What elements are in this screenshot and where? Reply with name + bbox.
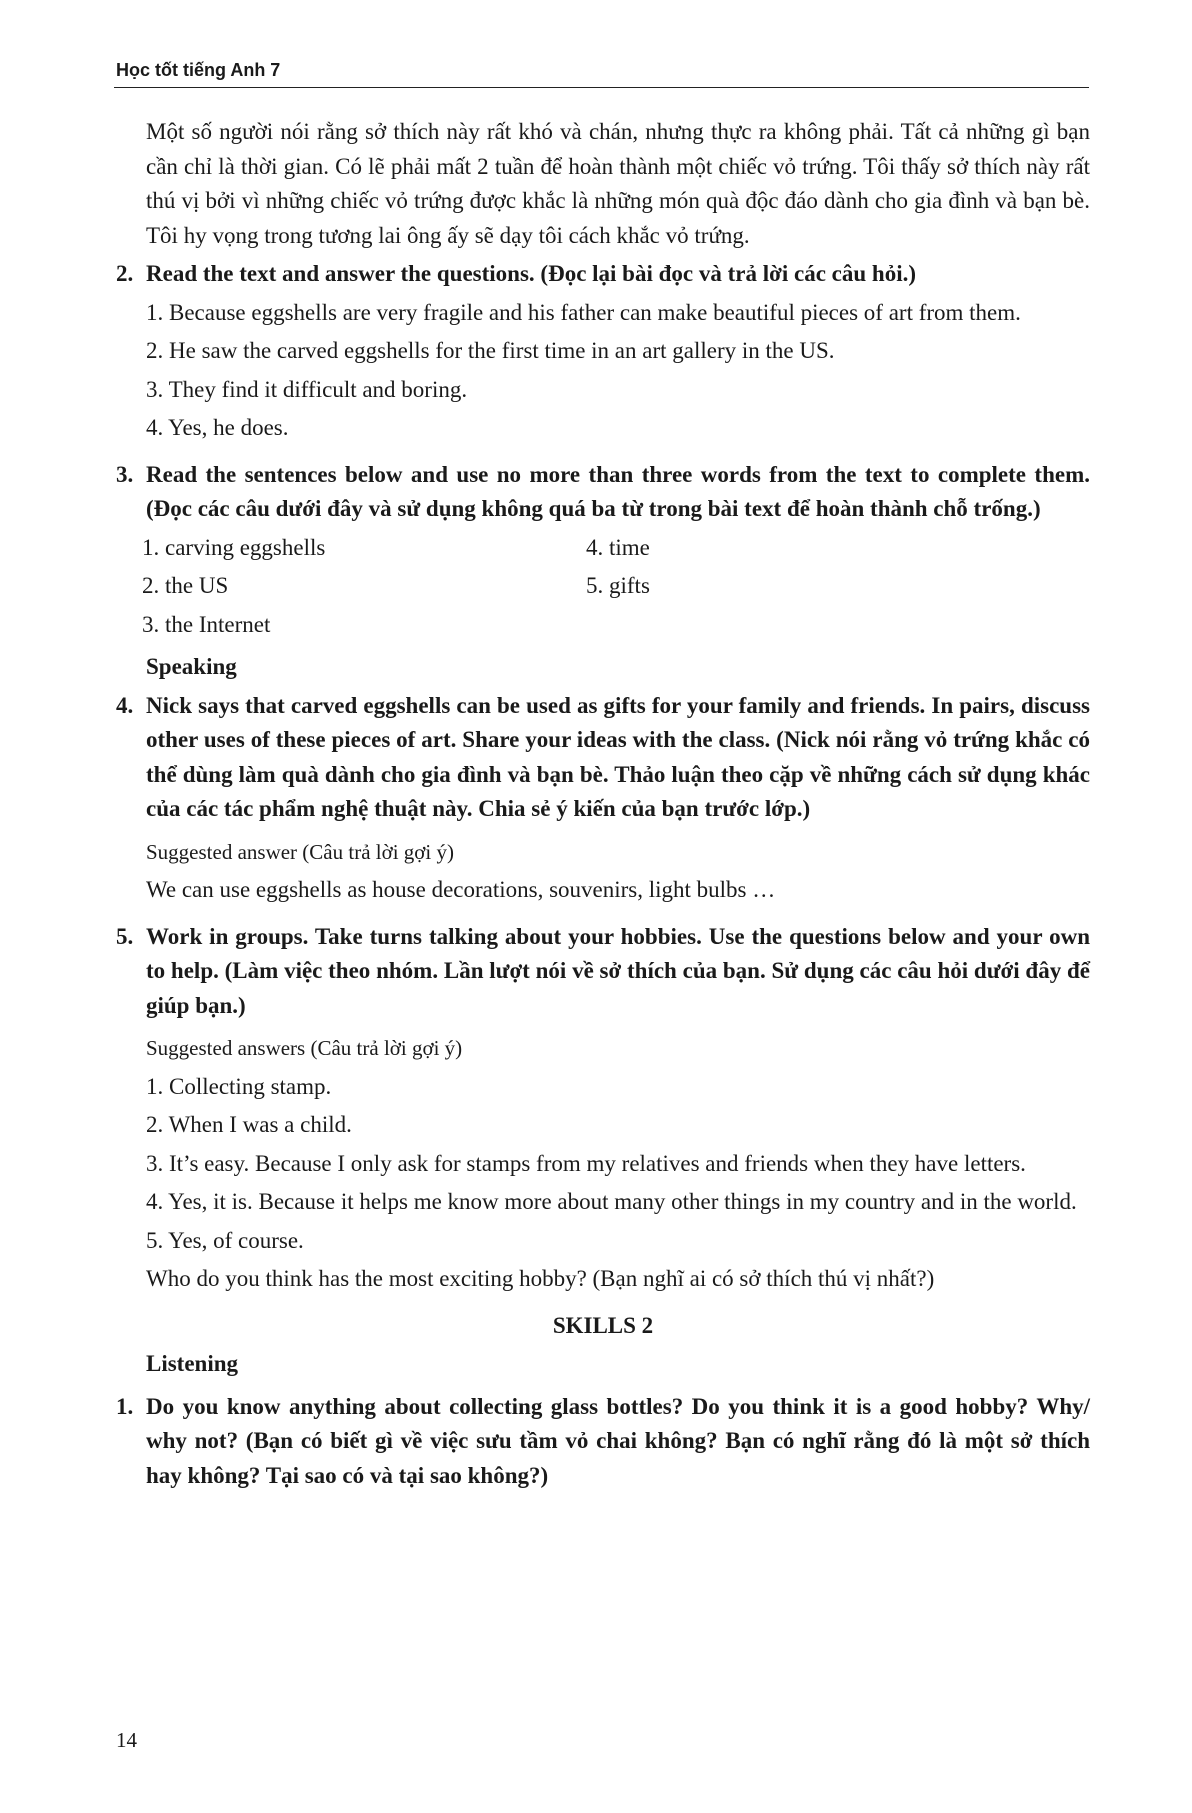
suggested-answer-label: Suggested answers (Câu trả lời gợi ý) xyxy=(146,1036,463,1060)
answer-item: 5. Yes, of course. xyxy=(146,1227,304,1253)
question-number: 3. xyxy=(116,461,134,487)
answer-item: 4. Yes, he does. xyxy=(146,415,289,440)
answer-item: 2. He saw the carved eggshells for the first time in an art gallery in the US. xyxy=(146,338,835,363)
question-2 xyxy=(116,257,1090,292)
answer-item: 4. Yes, it is. Because it helps me know more about many other things in my country and in the world. xyxy=(146,1189,1077,1214)
question-3 xyxy=(116,458,1090,527)
question-text: Do you know anything about collecting glass bottles? Do you think it is a good hobby? Why/ why not? (Bạn có biết gì về việc sưu tầm vỏ chai không? Bạn có nghĩ rằng đó là một sở thích hay không? Tại sao có và tại sao không?) xyxy=(146,1393,1090,1488)
answer-item: We can use eggshells as house decorations, souvenirs, light bulbs … xyxy=(146,877,776,902)
section-heading: SKILLS 2 xyxy=(552,1312,654,1338)
listening-heading: Listening xyxy=(146,1351,239,1376)
answer-item: 4. time xyxy=(586,534,650,560)
answer-item: 3. the Internet xyxy=(142,611,271,637)
page-number: 14 xyxy=(116,1728,137,1752)
answer-item: 2. the US xyxy=(142,573,229,598)
answer-item: 3. They find it difficult and boring. xyxy=(146,376,468,402)
question-5 xyxy=(116,920,1090,1024)
answer-item: 1. Collecting stamp. xyxy=(146,1073,332,1099)
question-number: 1. xyxy=(116,1393,134,1419)
suggested-answer-label: Suggested answer (Câu trả lời gợi ý) xyxy=(146,839,454,864)
answer-columns-3 xyxy=(142,531,1090,643)
answer-column-left xyxy=(142,531,586,643)
question-number: 2. xyxy=(116,261,134,286)
answer-item: Who do you think has the most exciting hobby? (Bạn nghĩ ai có sở thích thú vị nhất?) xyxy=(146,1266,935,1291)
question-text: Read the text and answer the questions. (Đọc lại bài đọc và trả lời các câu hỏi.) xyxy=(146,261,917,286)
question-number: 4. xyxy=(116,692,134,718)
intro-paragraph: Một số người nói rằng sở thích này rất khó và chán, nhưng thực ra không phải. Tất cả những gì bạn cần chỉ là thời gian. Có lẽ phải mất 2 tuần để hoàn thành một chiếc vỏ trứng. Tôi thấy sở thích này rất thú vị bởi vì những chiếc vỏ trứng được khắc là những món quà độc đáo dành cho gia đình và bạn bè. Tôi hy vọng trong tương lai ông ấy sẽ dạy tôi cách khắc vỏ trứng. xyxy=(146,119,1090,248)
answer-item: 3. It’s easy. Because I only ask for stamps from my relatives and friends when they have letters. xyxy=(146,1150,1026,1176)
question-text: Nick says that carved eggshells can be used as gifts for your family and friends. In pairs, discuss other uses of these pieces of art. Share your ideas with the class. (Nick nói rằng vỏ trứng khắc có thể dùng làm quà dành cho gia đình và bạn bè. Thảo luận theo cặp về những cách sử dụng khác của các tác phẩm nghệ thuật này. Chia sẻ ý kiến của bạn trước lớp.) xyxy=(146,692,1090,821)
question-text: Read the sentences below and use no more than three words from the text to complete them.(Đọc các câu dưới đây và sử dụng không quá ba từ trong bài text để hoàn thành chỗ trống.) xyxy=(146,461,1090,521)
question-4 xyxy=(116,689,1090,827)
answer-list-5 xyxy=(146,1070,1090,1297)
speaking-heading: Speaking xyxy=(146,654,237,679)
question-s2-1 xyxy=(116,1390,1090,1494)
header-rule xyxy=(114,87,1089,88)
answer-column-right xyxy=(586,531,1030,643)
question-number: 5. xyxy=(116,923,134,949)
answer-item: 1. Because eggshells are very fragile and his father can make beautiful pieces of art from them. xyxy=(146,299,1021,325)
running-header: Học tốt tiếng Anh 7 xyxy=(116,60,281,80)
answer-item: 1. carving eggshells xyxy=(142,534,326,560)
page-content xyxy=(116,115,1090,1493)
answer-item: 2. When I was a child. xyxy=(146,1112,352,1137)
answer-item: 5. gifts xyxy=(586,573,650,598)
answer-list-2 xyxy=(146,296,1090,446)
question-text: Work in groups. Take turns talking about your hobbies. Use the questions below and your own to help. (Làm việc theo nhóm. Lần lượt nói về sở thích của bạn. Sử dụng các câu hỏi dưới đây để giúp bạn.) xyxy=(146,923,1090,1018)
